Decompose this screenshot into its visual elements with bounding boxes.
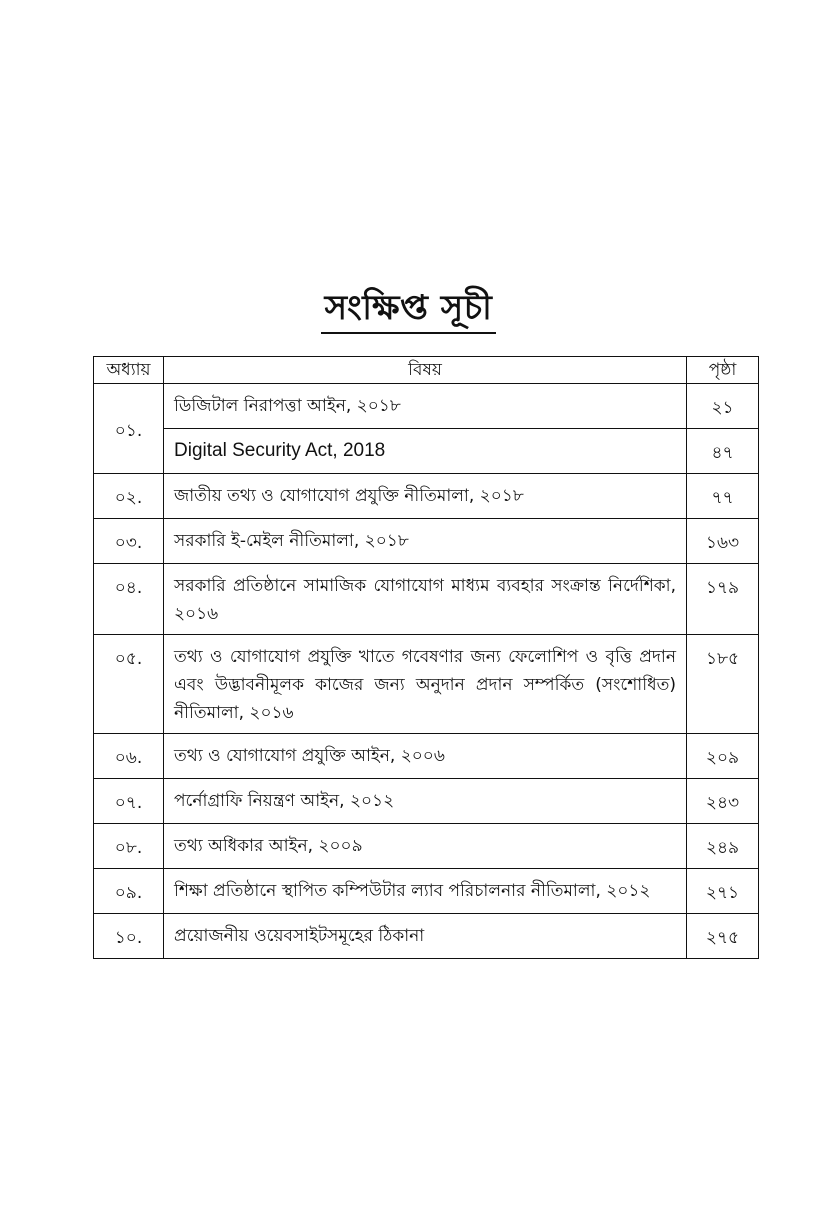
table-row	[94, 564, 759, 635]
subject-title: তথ্য অধিকার আইন, ২০০৯	[164, 824, 687, 869]
chapter-number: ১০.	[94, 914, 164, 959]
page-number: ১৬৩	[687, 519, 759, 564]
header-subject: বিষয়	[164, 357, 687, 384]
table-row	[94, 519, 759, 564]
table-row	[94, 635, 759, 734]
chapter-number: ০২.	[94, 474, 164, 519]
chapter-number: ০৮.	[94, 824, 164, 869]
table-header-row	[94, 357, 759, 384]
page-number: ২০৯	[687, 734, 759, 779]
subject-title: Digital Security Act, 2018	[164, 429, 687, 474]
table-row	[94, 824, 759, 869]
table-row	[94, 474, 759, 519]
table-row	[94, 869, 759, 914]
page-number: ১৭৯	[687, 564, 759, 635]
table-row	[94, 429, 759, 474]
subject-title: জাতীয় তথ্য ও যোগাযোগ প্রযুক্তি নীতিমালা, ২০১৮	[164, 474, 687, 519]
subject-title: শিক্ষা প্রতিষ্ঠানে স্থাপিত কম্পিউটার ল্যাব পরিচালনার নীতিমালা, ২০১২	[164, 869, 687, 914]
subject-title: সরকারি প্রতিষ্ঠানে সামাজিক যোগাযোগ মাধ্যম ব্যবহার সংক্রান্ত নির্দেশিকা, ২০১৬	[164, 564, 687, 635]
page-number: ২১	[687, 384, 759, 429]
chapter-number: ০৬.	[94, 734, 164, 779]
page-title-text: সংক্ষিপ্ত সূচী	[321, 288, 497, 334]
chapter-number: ০৭.	[94, 779, 164, 824]
subject-title: তথ্য ও যোগাযোগ প্রযুক্তি খাতে গবেষণার জন্য ফেলোশিপ ও বৃত্তি প্রদান এবং উদ্ভাবনীমূলক কাজের জন্য অনুদান প্রদান সম্পর্কিত (সংশোধিত) নীতিমালা, ২০১৬	[164, 635, 687, 734]
page-number: ২৭১	[687, 869, 759, 914]
chapter-number: ০৪.	[94, 564, 164, 635]
chapter-number: ০১.	[94, 384, 164, 474]
page-number: ২৭৫	[687, 914, 759, 959]
header-chapter: অধ্যায়	[94, 357, 164, 384]
header-page: পৃষ্ঠা	[687, 357, 759, 384]
page-number: ৪৭	[687, 429, 759, 474]
subject-title: সরকারি ই-মেইল নীতিমালা, ২০১৮	[164, 519, 687, 564]
subject-title: প্রয়োজনীয় ওয়েবসাইটসমূহের ঠিকানা	[164, 914, 687, 959]
table-row	[94, 914, 759, 959]
chapter-number: ০৩.	[94, 519, 164, 564]
table-row	[94, 384, 759, 429]
chapter-number: ০৫.	[94, 635, 164, 734]
page-number: ২৪৩	[687, 779, 759, 824]
table-row	[94, 734, 759, 779]
subject-title: পর্নোগ্রাফি নিয়ন্ত্রণ আইন, ২০১২	[164, 779, 687, 824]
page-number: ১৮৫	[687, 635, 759, 734]
subject-title: তথ্য ও যোগাযোগ প্রযুক্তি আইন, ২০০৬	[164, 734, 687, 779]
chapter-number: ০৯.	[94, 869, 164, 914]
page-number: ২৪৯	[687, 824, 759, 869]
subject-title: ডিজিটাল নিরাপত্তা আইন, ২০১৮	[164, 384, 687, 429]
contents-table	[93, 356, 759, 959]
page-number: ৭৭	[687, 474, 759, 519]
page-title	[0, 282, 817, 339]
table-row	[94, 779, 759, 824]
